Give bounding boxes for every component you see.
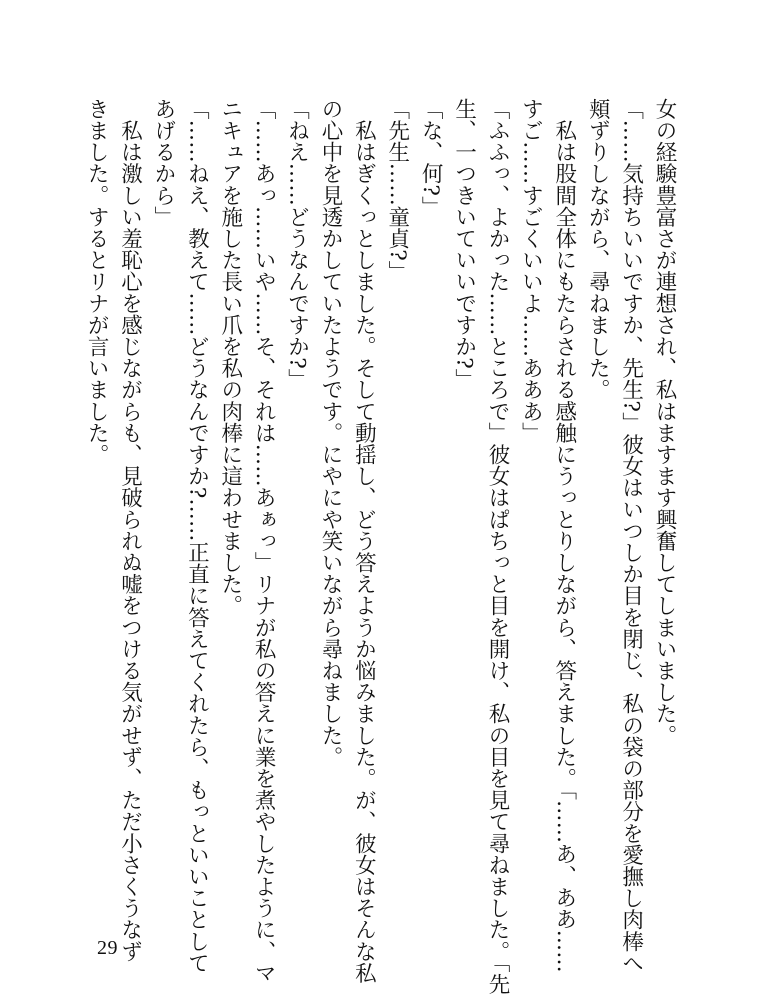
text-line: 「……あっ……いや……そ、それは……あぁっ」リナが私の答えに業を煮やしたように、マ: [251, 98, 277, 984]
text-line: 私は激しい羞恥心を感じながらも、見破られぬ嘘をつける気がせず、ただ小さくうなず: [117, 98, 143, 962]
text-line: あげるから」: [150, 98, 176, 228]
vertical-text-body: [84, 98, 681, 994]
page-number: 29: [97, 937, 118, 959]
text-line: の心中を見透かしていたようです。にやにや笑いながら尋ねました。: [317, 98, 343, 768]
text-line: 生、一つきいていいですか?」: [451, 98, 477, 391]
text-line: きました。するとリナが言いました。: [84, 98, 110, 466]
text-line: 「……気持ちいいですか、先生?」彼女はいつしか目を閉じ、私の袋の部分を愛撫し肉棒へ: [618, 98, 644, 974]
text-line: 「ふふっ、よかった……ところで」彼女はぱちっと目を開け、私の目を見て尋ねました。「先: [484, 98, 510, 994]
text-line: 私はぎくっとしました。そして動揺し、どう答えようか悩みました。が、彼女はそんな私: [351, 98, 377, 984]
text-line: 「……ねえ、教えて……どうなんですか?……正直に答えてくれたら、もっといいことして: [184, 98, 210, 974]
text-line: 頬ずりしながら、尋ねました。: [585, 98, 611, 401]
text-line: 女の経験豊富さが連想され、私はますます興奮してしまいました。: [652, 98, 677, 746]
text-line: 「な、何?」: [418, 98, 444, 218]
text-line: 「先生……童貞?」: [384, 98, 410, 283]
text-line: すご……すごくいいよ……あああ」: [518, 98, 544, 444]
text-line: 「ねえ……どうなんですか?」: [284, 98, 310, 391]
text-line: 私は股間全体にもたらされる感触にうっとりしながら、答えました。「……あ、ああ……: [551, 98, 577, 973]
text-line: ニキュアを施した長い爪を私の肉棒に這わせました。: [217, 98, 243, 617]
